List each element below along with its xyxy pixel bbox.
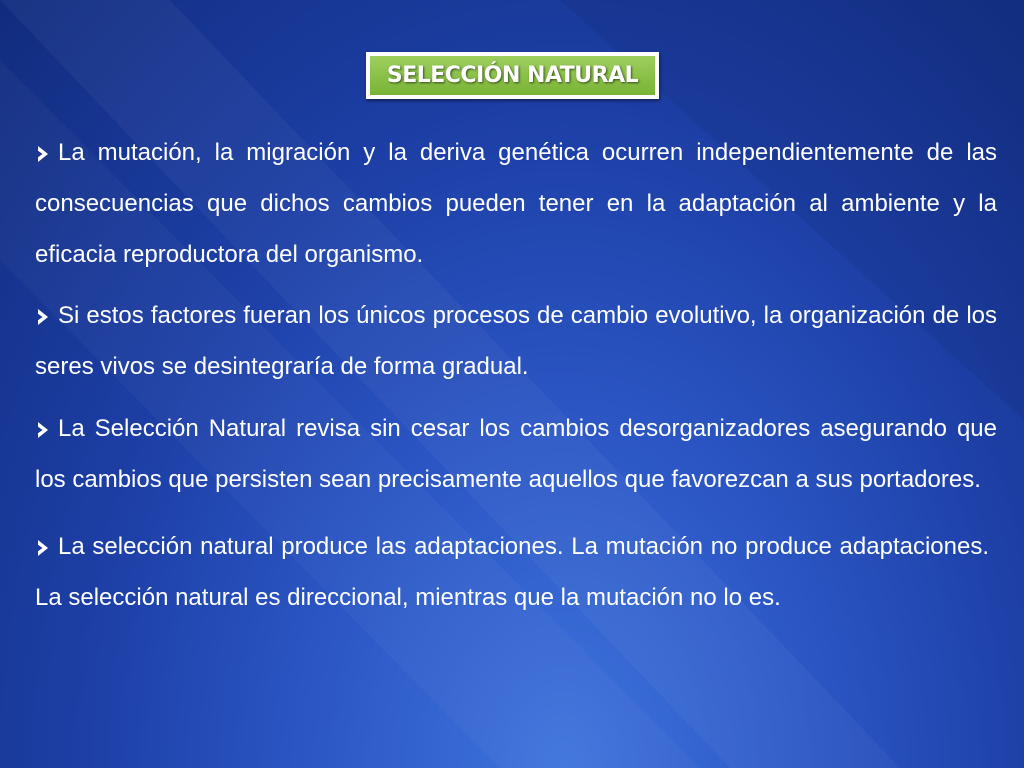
- bullet-text: La Selección Natural revisa sin cesar los cambios desorganizadores asegurando que los cambios que persisten sean precisamente aquellos que favorezcan a sus portadores.: [35, 415, 997, 493]
- slide-content: [35, 127, 997, 623]
- chevron-right-icon: [35, 144, 58, 164]
- chevron-right-icon: [35, 538, 58, 558]
- slide-title-box: [366, 52, 659, 99]
- bullet-paragraph: [35, 521, 997, 623]
- chevron-right-icon: [35, 307, 58, 327]
- bullet-paragraph: [35, 403, 997, 505]
- bullet-paragraph: [35, 127, 997, 280]
- bullet-text: La mutación, la migración y la deriva genética ocurren independientemente de las consecuencias que dichos cambios pueden tener en la adaptación al ambiente y la eficacia reproductora del organismo.: [35, 139, 997, 268]
- bullet-text: La selección natural produce las adaptaciones. La mutación no produce adaptaciones. La selección natural es direccional, mientras que la mutación no lo es.: [35, 533, 989, 611]
- slide-title-inner: [370, 56, 655, 95]
- bullet-text: Si estos factores fueran los únicos procesos de cambio evolutivo, la organización de los seres vivos se desintegraría de forma gradual.: [35, 302, 997, 380]
- chevron-right-icon: [35, 420, 58, 440]
- bullet-paragraph: [35, 290, 997, 392]
- slide-title: SELECCIÓN NATURAL: [386, 63, 639, 88]
